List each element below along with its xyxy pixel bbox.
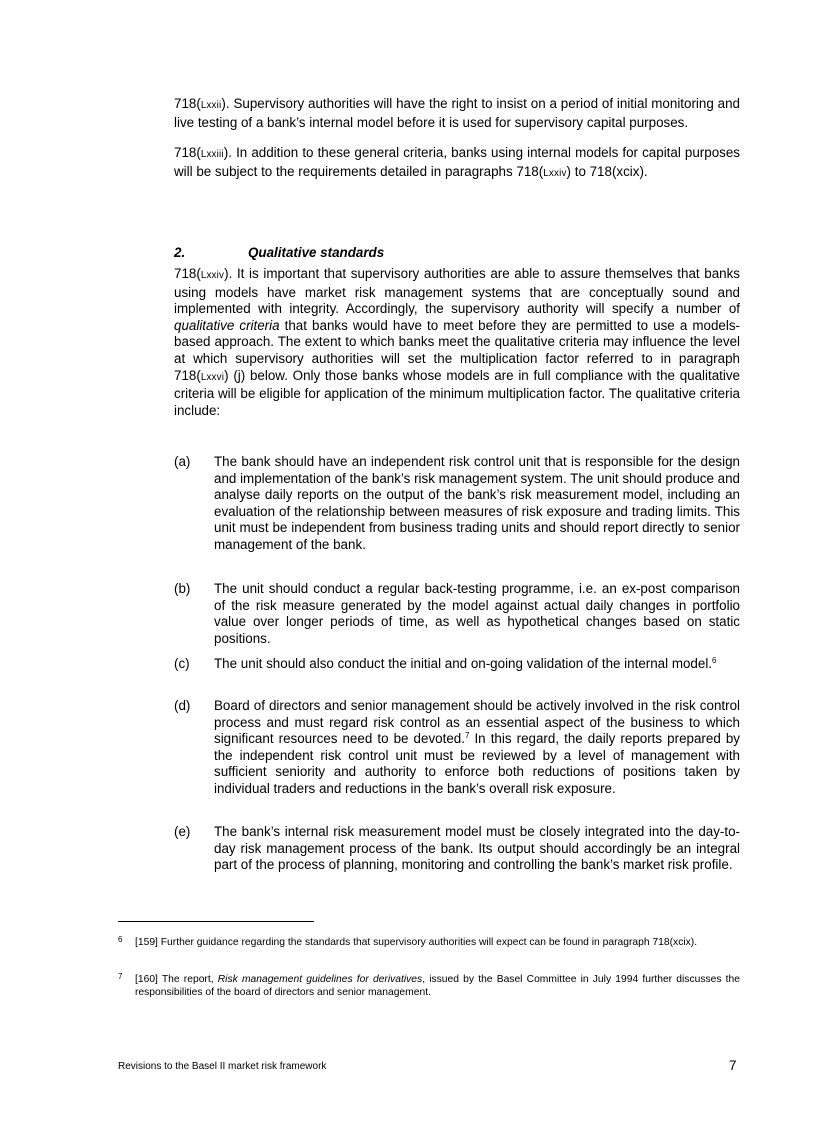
intro-paragraphs bbox=[174, 96, 740, 182]
criteria-item-d bbox=[174, 698, 740, 798]
item-text: The bank’s internal risk measurement model must be closely integrated into the day-to-day risk management process of the bank. Its output should accordingly be an integral part of the process of planning, monitoring and controlling the bank’s market risk profile. bbox=[214, 824, 740, 873]
criteria-item-a bbox=[174, 454, 740, 554]
item-label: (c) bbox=[174, 656, 190, 671]
footer-title: Revisions to the Basel II market risk framework bbox=[118, 1061, 327, 1072]
footnote-text: [159] Further guidance regarding the standards that supervisory authorities will expect can be found in paragraph 718(xcix). bbox=[135, 937, 698, 948]
item-label: (e) bbox=[174, 824, 191, 839]
criteria-item-b bbox=[174, 581, 740, 647]
item-text: The unit should also conduct the initial and on-going validation of the internal model.$^6$ bbox=[214, 656, 717, 671]
footnote-ref-6[interactable]: 6 bbox=[712, 656, 717, 665]
section-title: Qualitative standards bbox=[248, 245, 385, 260]
paragraph-718-lxxiii: 718(Lxxiii). In addition to these general criteria, banks using internal models for capital purposes will be subject to the requirements detailed in paragraphs 718(Lxxiv) to 718(xcix). bbox=[174, 145, 740, 179]
paragraph-718-lxxiv: 718(Lxxiv). It is important that supervisory authorities are able to assure themselves that banks using models have market risk management systems that are conceptually sound and implemented with integrity. Accordingly, the supervisory authority will specify a number of qualitative criteria that banks would have to meet before they are permitted to use a models-based approach. The extent to which banks meet the qualitative criteria may influence the level at which supervisory authorities will set the multiplication factor referred to in paragraph 718(Lxxvi) (j) below. Only those banks whose models are in full compliance with the qualitative criteria will be eligible for application of the minimum multiplication factor. The qualitative criteria include: bbox=[174, 266, 740, 418]
footnote-ref-7[interactable]: 7 bbox=[464, 731, 470, 741]
criteria-item-c bbox=[174, 656, 740, 673]
paragraph-718-lxxii: 718(Lxxii). Supervisory authorities will have the right to insist on a period of initial monitoring and live testing of a bank’s internal model before it is used for supervisory capital purposes. bbox=[174, 96, 740, 130]
footnote-mark: 7 bbox=[118, 972, 123, 981]
footnote-separator bbox=[118, 921, 314, 922]
item-text: The bank should have an independent risk control unit that is responsible for the design and implementation of the bank’s risk management system. The unit should produce and analyse daily reports on the output of the bank’s risk measurement model, including an evaluation of the relationship between measures of risk exposure and trading limits. This unit must be independent from business trading units and should report directly to senior management of the bank. bbox=[214, 454, 740, 552]
footnote-6 bbox=[118, 936, 740, 949]
item-text: The unit should conduct a regular back-testing programme, i.e. an ex-post comparison of the risk measure generated by the model against actual daily changes in portfolio value over longer periods of time, as well as hypothetical changes based on static positions. bbox=[214, 581, 740, 646]
footnote-7 bbox=[118, 973, 740, 999]
footnote-mark: 6 bbox=[118, 935, 123, 944]
criteria-item-e bbox=[174, 824, 740, 874]
item-label: (d) bbox=[174, 698, 191, 713]
item-text: Board of directors and senior management should be actively involved in the risk control process and must regard risk control as an essential aspect of the business to which significant resources need to be devoted.$^7$ In this regard, the daily reports prepared by the independent risk control unit must be reviewed by a level of management with sufficient seniority and authority to enforce both reductions of positions taken by individual traders and reductions in the bank’s overall risk exposure. bbox=[214, 698, 740, 796]
section-heading bbox=[174, 245, 740, 260]
item-label: (a) bbox=[174, 454, 191, 469]
section-number: 2. bbox=[174, 245, 186, 260]
page-number: 7 bbox=[729, 1058, 737, 1073]
footnote-text: [160] The report, Risk management guidelines for derivatives, issued by the Basel Committee in July 1994 further discusses the responsibilities of the board of directors and senior management. bbox=[135, 974, 740, 998]
item-label: (b) bbox=[174, 581, 191, 596]
